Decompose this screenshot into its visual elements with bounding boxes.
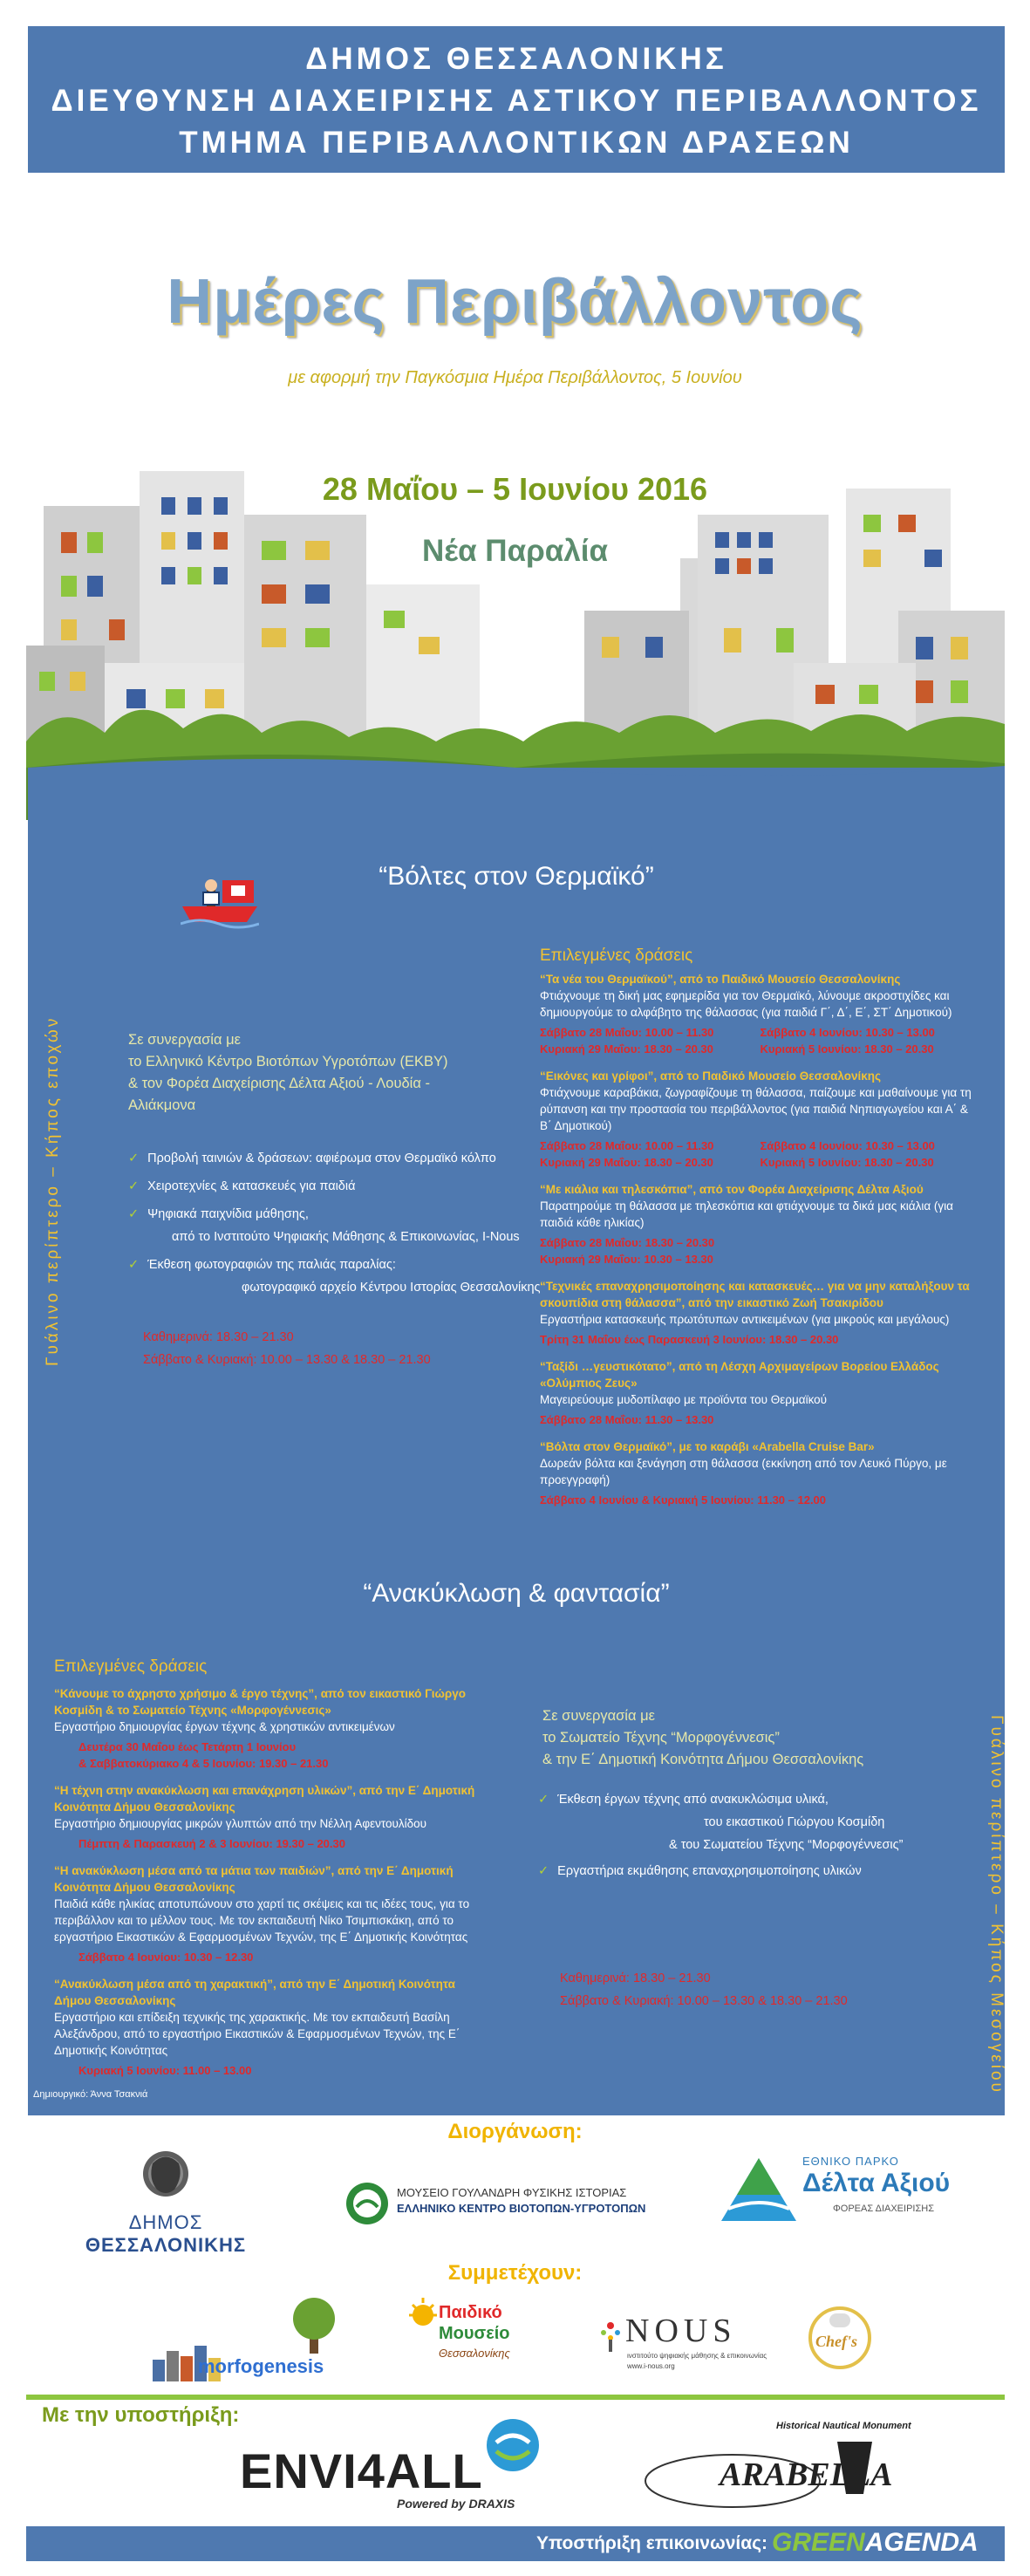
activity-times: [540, 1138, 980, 1171]
delta-line-1: ΕΘΝΙΚΟ ΠΑΡΚΟ: [802, 2155, 899, 2168]
activity-desc: Εργαστήριο δημιουργίας μικρών γλυπτών από την Νέλλη Αφεντουλίδου: [54, 1817, 427, 1830]
activity-desc: Παιδιά κάθε ηλικίας αποτυπώνουν στο χαρτί τις σκέψεις και τις ιδέες τους, για το περιβάλλον και το μέλλον τους. Με τον εκπαιδευτή Νίκο Τσιμπισκάκη, από το εργαστήριο Εικαστικών & Εφαρμοσμένων Τεχνών, της Ε΄ Δημοτικής Κοινότητας: [54, 1897, 470, 1944]
check-icon: ✓: [128, 1179, 140, 1193]
greenagenda-word-1: GREEN: [772, 2528, 865, 2557]
wave-top: [28, 741, 1005, 794]
bullet-item: [128, 1175, 564, 1198]
activity-item: [54, 1782, 490, 1852]
envi4all-subtitle: Powered by DRAXIS: [397, 2497, 515, 2511]
activity-times: [540, 1411, 980, 1428]
activity-time: Κυριακή 5 Ιουνίου: 18.30 – 20.30: [760, 1042, 934, 1056]
footer-label: Υποστήριξη επικοινωνίας:: [536, 2533, 768, 2553]
activity-time: Δευτέρα 30 Μαΐου έως Τετάρτη 1 Ιουνίου: [78, 1740, 297, 1753]
section2-hours: [560, 1967, 848, 2012]
activity-item: [540, 1068, 980, 1171]
activity-title: “Ανακύκλωση μέσα από τη χαρακτική”, από την Ε΄ Δημοτική Κοινότητα Δήμου Θεσσαλονίκης: [54, 1978, 455, 2007]
activity-times: [540, 1492, 980, 1508]
support-label: Με την υποστήριξη:: [42, 2403, 240, 2427]
activity-title: “Η τέχνη στην ανακύκλωση και επανάχρηση υλικών”, από την Ε΄ Δημοτική Κοινότητα Δήμου Θεσσαλονίκης: [54, 1784, 475, 1814]
activity-desc: Εργαστήριο δημιουργίας έργων τέχνης & χρηστικών αντικειμένων: [54, 1720, 395, 1733]
bullet-text: Εργαστήρια εκμάθησης επαναχρησιμοποίησης υλικών: [557, 1864, 862, 1878]
bullet-text: Έκθεση έργων τέχνης από ανακυκλώσιμα υλικά,: [557, 1793, 829, 1807]
activity-time: Κυριακή 5 Ιουνίου: 18.30 – 20.30: [760, 1156, 934, 1169]
bullet-item: [538, 1788, 974, 1811]
activity-time: Σάββατο 28 Μαΐου: 11.30 – 13.30: [540, 1413, 714, 1426]
dimos-word-2: ΘΕΣΣΑΛΟΝΙΚΗΣ: [85, 2234, 247, 2256]
activity-time: Κυριακή 29 Μαΐου: 10.30 – 13.30: [540, 1253, 713, 1266]
activities-title: Επιλεγμένες δράσεις: [540, 946, 693, 965]
activity-time: Σάββατο 4 Ιουνίου: 10.30 – 12.30: [78, 1951, 254, 1964]
activity-desc: Δωρεάν βόλτα και ξενάγηση στη θάλασσα (εκκίνηση από τον Λευκό Πύργο, με προεγγραφή): [540, 1457, 947, 1486]
section1-vertical-label: Γυάλινο περίπτερο – Κήπος εποχών: [44, 1015, 62, 1366]
envi4all-text: ENVI4ALL: [240, 2443, 483, 2498]
coop-line: το Ελληνικό Κέντρο Βιοτόπων Υγροτόπων (ΕΚΒΥ): [128, 1054, 448, 1069]
ekby-emblem-icon: [344, 2181, 390, 2226]
main-panel: [28, 768, 1005, 2115]
page-title: Ημέρες Περιβάλλοντος: [167, 267, 863, 337]
morfogenesis-text: morfogenesis: [198, 2355, 324, 2377]
activity-item: [540, 1438, 980, 1508]
dimos-logo: [48, 2146, 283, 2257]
museum-word-1: Παιδικό: [439, 2303, 502, 2322]
activity-title: “Κάνουμε το άχρηστο χρήσιμο & έργο τέχνης”, από τον εικαστικό Γιώργο Κοσμίδη & το Σωματείο Τέχνης «Μορφογέννεσις»: [54, 1687, 467, 1717]
credit: Δημιουργικό: Άννα Τσακνιά: [33, 2089, 148, 2100]
activity-desc: Παρατηρούμε τη θάλασσα με τηλεσκόπια και φτιάχνουμε τα δικά μας κιάλια (για παιδιά κάθε ηλικίας): [540, 1199, 953, 1229]
coop-line: & τον Φορέα Διαχείρισης Δέλτα Αξιού - Λουδία -: [128, 1076, 430, 1091]
goulandri-line-1: ΜΟΥΣΕΙΟ ΓΟΥΛΑΝΔΡΗ ΦΥΣΙΚΗΣ ΙΣΤΟΡΙΑΣ: [397, 2186, 627, 2199]
activity-time: Σάββατο 4 Ιουνίου & Κυριακή 5 Ιουνίου: 11.30 – 12.00: [540, 1493, 827, 1507]
header-line-1: ΔΗΜΟΣ ΘΕΣΣΑΛΟΝΙΚΗΣ: [305, 42, 727, 76]
activity-item: [54, 1685, 490, 1772]
goulandri-line-2: ΕΛΛΗΝΙΚΟ ΚΕΝΤΡΟ ΒΙΟΤΟΠΩΝ-ΥΓΡΟΤΟΠΩΝ: [397, 2202, 646, 2215]
activity-title: “Εικόνες και γρίφοι”, από το Παιδικό Μουσείο Θεσσαλονίκης: [540, 1069, 882, 1083]
coop-line: & την Ε΄ Δημοτική Κοινότητα Δήμου Θεσσαλονίκης: [542, 1752, 864, 1767]
bullet-text: Προβολή ταινιών & δράσεων: αφιέρωμα στον Θερμαϊκό κόλπο: [147, 1151, 496, 1165]
envi4all-logo: [240, 2416, 563, 2512]
bullet-text: & του Σωματείου Τέχνης “Μορφογέννεσις”: [669, 1838, 904, 1852]
bullet-text: από το Ινστιτούτο Ψηφιακής Μάθησης & Επικοινωνίας, I-Nous: [172, 1230, 520, 1244]
activity-times: [54, 1949, 490, 1965]
morfogenesis-logo: [153, 2294, 362, 2390]
activity-title: “Τα νέα του Θερμαϊκού”, από το Παιδικό Μουσείο Θεσσαλονίκης: [540, 973, 901, 986]
participants-label: Συμμετέχουν:: [447, 2261, 583, 2285]
check-icon: ✓: [128, 1258, 140, 1272]
section2-coop: [542, 1705, 979, 1771]
section2-title: “Ανακύκλωση & φαντασία”: [363, 1579, 670, 1608]
activity-time: Σάββατο 4 Ιουνίου: 10.30 – 13.00: [760, 1139, 935, 1152]
activities-title: Επιλεγμένες δράσεις: [54, 1657, 208, 1676]
activity-time: Σάββατο 4 Ιουνίου: 10.30 – 13.00: [760, 1026, 935, 1039]
tree-icon: [283, 2294, 344, 2355]
museum-word-2: Μουσείο: [439, 2324, 510, 2343]
activity-title: “Τεχνικές επαναχρησιμοποίησης και κατασκευές… για να μην καταλήξουν τα σκουπίδια στη θάλασσα”, από την εικαστικό Ζωή Τσακιρίδου: [540, 1280, 970, 1309]
activity-title: “Η ανακύκλωση μέσα από τα μάτια των παιδιών”, από την Ε΄ Δημοτική Κοινότητα Δήμου Θεσσαλονίκης: [54, 1864, 454, 1894]
nous-logo: [597, 2312, 772, 2390]
bullet-item: [128, 1254, 564, 1276]
coop-line: Αλιάκμονα: [128, 1097, 196, 1113]
activity-times: [54, 1835, 490, 1852]
section1-activities: [540, 946, 980, 1519]
hours-weekdays: Καθημερινά: 18.30 – 21.30: [560, 1971, 711, 1985]
nous-subtitle: ινστιτούτο ψηφιακής μάθησης & επικοινωνίας: [627, 2352, 767, 2360]
activity-time: Κυριακή 29 Μαΐου: 18.30 – 20.30: [540, 1156, 713, 1169]
activity-time: Σάββατο 28 Μαΐου: 10.00 – 11.30: [540, 1139, 714, 1152]
delta-triangle-icon: [720, 2155, 798, 2224]
activity-title: “Βόλτα στον Θερμαϊκό”, με το καράβι «Arabella Cruise Bar»: [540, 1440, 875, 1453]
check-icon: ✓: [538, 1793, 549, 1807]
divider-line: [26, 2395, 1005, 2400]
nous-url: www.i-nous.org: [627, 2362, 675, 2370]
activity-time: Κυριακή 29 Μαΐου: 18.30 – 20.30: [540, 1042, 713, 1056]
bullet-text: του εικαστικού Γιώργου Κοσμίδη: [704, 1815, 885, 1829]
section2-vertical-label: Γυάλινο περίπτερο – Κήπος Μεσογείου: [987, 1715, 1006, 2094]
bullet-item: [128, 1147, 564, 1170]
section2-bullets: [538, 1788, 974, 1882]
bullet-text: Χειροτεχνίες & κατασκευές για παιδιά: [147, 1179, 356, 1193]
chefs-logo: [807, 2301, 877, 2380]
children-museum-logo: [406, 2296, 528, 2392]
hours-weekend: Σάββατο & Κυριακή: 10.00 – 13.30 & 18.30 – 21.30: [143, 1353, 431, 1367]
greenagenda-logo: [772, 2528, 979, 2558]
activity-times: [540, 1024, 980, 1057]
delta-line-3: ΦΟΡΕΑΣ ΔΙΑΧΕΙΡΙΣΗΣ: [833, 2204, 934, 2214]
activity-times: [54, 1739, 490, 1772]
check-icon: ✓: [128, 1151, 140, 1165]
check-icon: ✓: [128, 1207, 140, 1221]
head-emblem-icon: [135, 2146, 196, 2207]
coop-line: το Σωματείο Τέχνης “Μορφογέννεσις”: [542, 1730, 780, 1746]
hours-weekdays: Καθημερινά: 18.30 – 21.30: [143, 1330, 294, 1344]
header-line-3: ΤΜΗΜΑ ΠΕΡΙΒΑΛΛΟΝΤΙΚΩΝ ΔΡΑΣΕΩΝ: [179, 126, 854, 160]
activity-time: Τρίτη 31 Μαΐου έως Παρασκευή 3 Ιουνίου: 18.30 – 20.30: [540, 1333, 839, 1346]
activity-desc: Εργαστήριο και επίδειξη τεχνικής της χαρακτικής. Με τον εκπαιδευτή Βασίλη Αλεξάνδρου, από το εργαστήριο Εικαστικών & Εφαρμοσμένων Τεχνών, της Ε΄ Δημοτικής Κοινότητας: [54, 2011, 460, 2057]
activity-time: Κυριακή 5 Ιουνίου: 11.00 – 13.00: [78, 2064, 252, 2077]
activity-time: Πέμπτη & Παρασκευή 2 & 3 Ιουνίου: 19.30 – 20.30: [78, 1837, 345, 1850]
activity-times: [540, 1331, 980, 1348]
header-banner: [28, 26, 1005, 173]
dimos-word-1: ΔΗΜΟΣ: [128, 2211, 203, 2233]
activity-desc: Φτιάχνουμε καραβάκια, ζωγραφίζουμε τη θάλασσα, παίζουμε και μαθαίνουμε για τη ρύπανση και την προστασία του περιβάλλοντος (για παιδιά Νηπιαγωγείου και Α΄ & Β΄ Δημοτικού): [540, 1086, 972, 1132]
activity-desc: Εργαστήρια κατασκευής πρωτότυπων αντικειμένων (για μικρούς και μεγάλους): [540, 1313, 950, 1326]
nous-text: NOUS: [625, 2313, 737, 2349]
sun-icon: [406, 2296, 440, 2348]
subtitle: με αφορμή την Παγκόσμια Ημέρα Περιβάλλοντος, 5 Ιουνίου: [288, 368, 742, 387]
section1-bullets: [128, 1147, 564, 1299]
activity-desc: Φτιάχνουμε τη δική μας εφημερίδα για τον Θερμαϊκό, λύνουμε ακροστιχίδες και δημιουργούμε το αλφάβητο της θάλασσας (για παιδιά Γ΄, Δ΄, Ε΄, ΣΤ΄ Δημοτικού): [540, 989, 952, 1019]
activity-time: Σάββατο 28 Μαΐου: 10.00 – 11.30: [540, 1026, 714, 1039]
section1-title: “Βόλτες στον Θερμαϊκό”: [379, 862, 654, 891]
activity-desc: Μαγειρεύουμε μυδοπίλαφο με προϊόντα του Θερμαϊκού: [540, 1393, 828, 1406]
activity-times: [540, 1234, 980, 1268]
activity-title: “Ταξίδι …γευστικότατο”, από τη Λέσχη Αρχιμαγείρων Βορείου Ελλάδος «Ολύμπιος Ζευς»: [540, 1360, 939, 1390]
header-line-2: ΔΙΕΥΘΥΝΣΗ ΔΙΑΧΕΙΡΙΣΗΣ ΑΣΤΙΚΟΥ ΠΕΡΙΒΑΛΛΟΝΤΟΣ: [51, 84, 982, 118]
activity-time: Σάββατο 28 Μαΐου: 18.30 – 20.30: [540, 1236, 715, 1249]
arabella-text: ARABELLA: [720, 2456, 893, 2493]
activity-item: [54, 1976, 490, 2079]
bullet-item: [538, 1860, 974, 1882]
activity-time: & Σαββατοκύριακο 4 & 5 Ιουνίου: 19.30 – 21.30: [78, 1757, 329, 1770]
event-dates: 28 Μαΐου – 5 Ιουνίου 2016: [322, 471, 708, 507]
activity-item: [540, 1278, 980, 1348]
organizers-label: Διοργάνωση:: [447, 2120, 583, 2143]
section1-hours: [143, 1326, 431, 1371]
coop-line: Σε συνεργασία με: [128, 1032, 241, 1048]
footer-bar: [26, 2526, 1005, 2561]
activity-title: “Με κιάλια και τηλεσκόπια”, από τον Φορέα Διαχείρισης Δέλτα Αξιού: [540, 1183, 924, 1196]
activity-item: [540, 1181, 980, 1268]
activity-times: [54, 2062, 490, 2079]
museum-word-3: Θεσσαλονίκης: [439, 2347, 510, 2360]
coop-line: Σε συνεργασία με: [542, 1708, 655, 1724]
envi-circle-icon: [484, 2416, 542, 2474]
activity-item: [540, 1358, 980, 1428]
bullet-text: φωτογραφικό αρχείο Κέντρου Ιστορίας Θεσσαλονίκης: [242, 1281, 541, 1295]
check-icon: ✓: [538, 1864, 549, 1878]
arabella-subtitle: Historical Nautical Monument: [776, 2421, 911, 2431]
dots-tree-icon: [597, 2319, 624, 2354]
greenagenda-word-2: AGENDA: [864, 2528, 979, 2557]
hours-weekend: Σάββατο & Κυριακή: 10.00 – 13.30 & 18.30 – 21.30: [560, 1994, 848, 2008]
activity-item: [54, 1862, 490, 1965]
bullet-text: Ψηφιακά παιχνίδια μάθησης,: [147, 1207, 309, 1221]
activity-item: [540, 971, 980, 1057]
bullet-text: Έκθεση φωτογραφιών της παλιάς παραλίας:: [147, 1258, 396, 1272]
bullet-item: [128, 1203, 564, 1226]
section1-coop: [128, 1029, 538, 1117]
event-place: Νέα Παραλία: [422, 534, 608, 568]
section2-activities: [54, 1657, 490, 2089]
arabella-logo: [637, 2421, 911, 2517]
delta-line-2: Δέλτα Αξιού: [802, 2169, 951, 2197]
chefs-text: Chef's: [815, 2333, 858, 2350]
